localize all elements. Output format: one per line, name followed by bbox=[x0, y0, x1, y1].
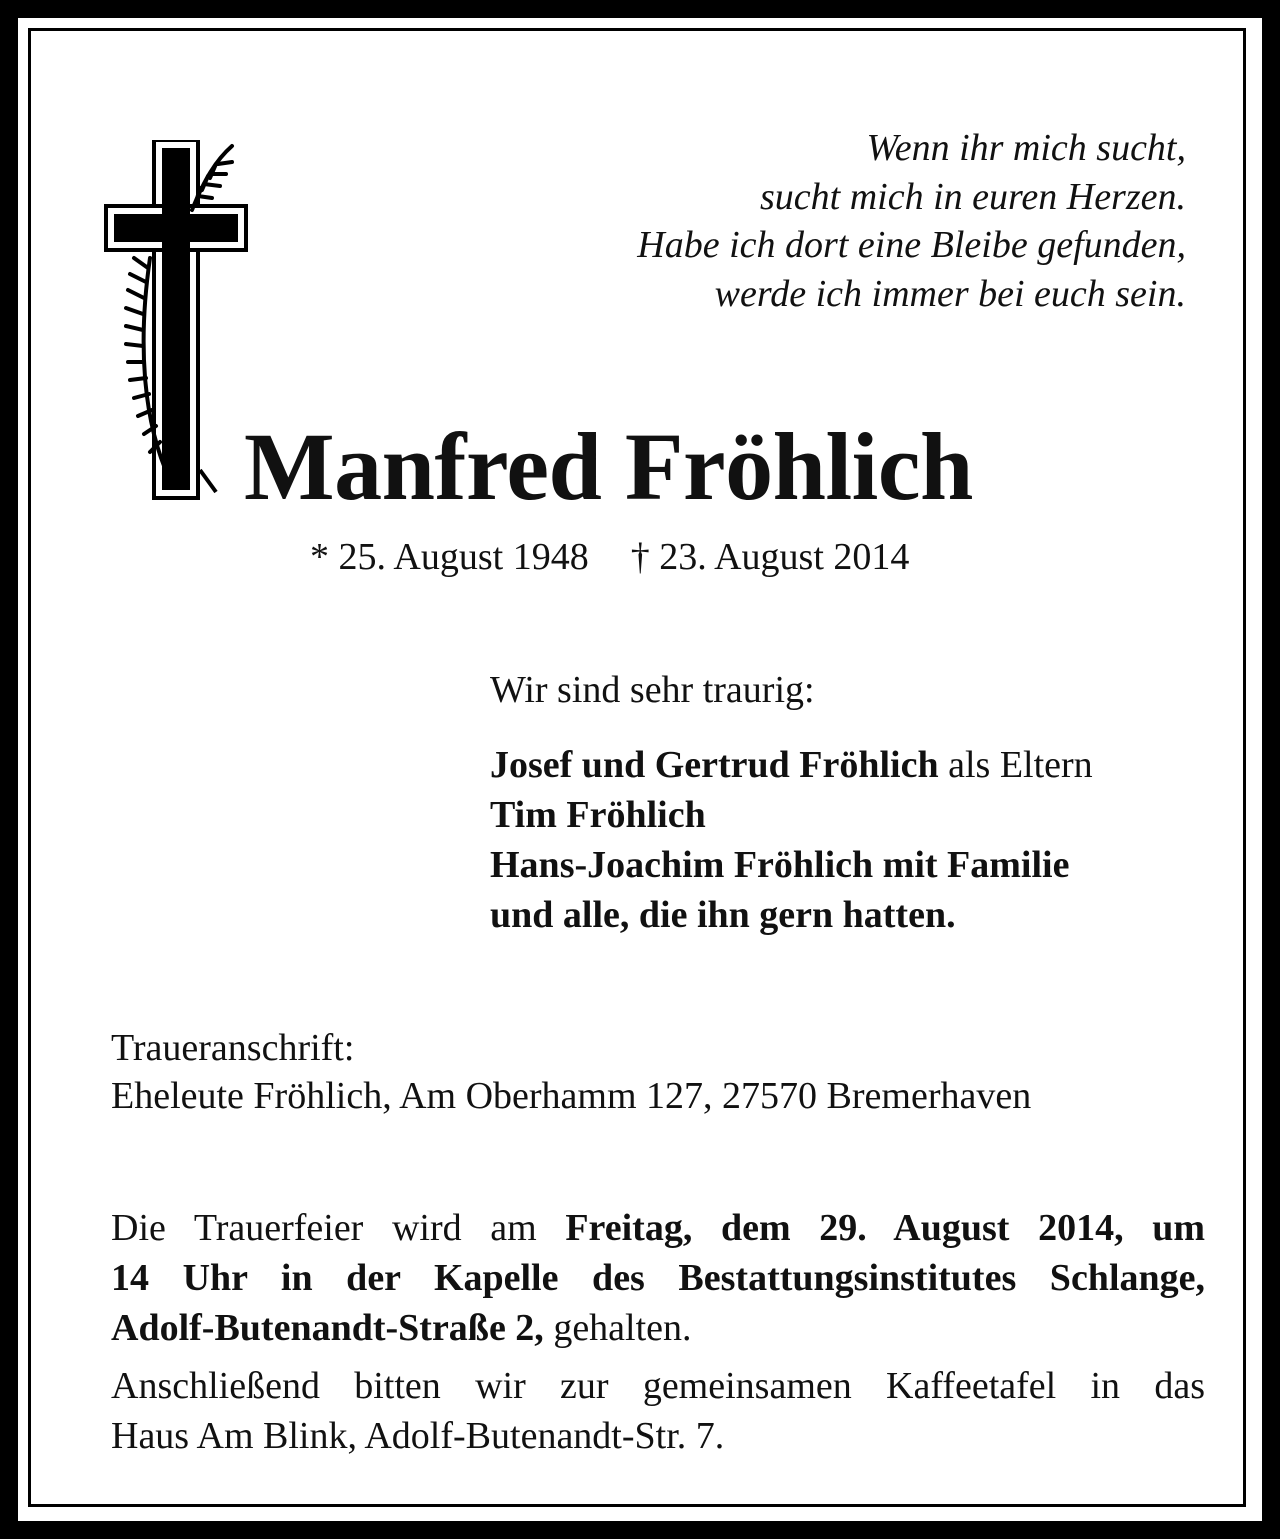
mourners-list bbox=[490, 740, 1093, 940]
birth-date: * 25. August 1948 bbox=[310, 536, 589, 578]
life-dates bbox=[310, 533, 909, 581]
poem-line: Habe ich dort eine Bleibe gefunden, bbox=[637, 224, 1186, 266]
ceremony-street: Adolf-Butenandt-Straße 2, bbox=[111, 1307, 544, 1349]
coffee-line: Haus Am Blink, Adolf-Butenandt-Str. 7. bbox=[111, 1415, 725, 1457]
coffee-invitation bbox=[111, 1361, 1205, 1461]
ceremony-line: 14 Uhr in der Kapelle des Bestattungsinstitutes Schlange, bbox=[111, 1257, 1205, 1299]
mourner-line: Hans-Joachim Fröhlich mit Familie bbox=[490, 844, 1070, 886]
mourner-line: Tim Fröhlich bbox=[490, 794, 706, 836]
death-date: † 23. August 2014 bbox=[630, 536, 910, 578]
ceremony-info bbox=[111, 1203, 1205, 1353]
ceremony-line bbox=[111, 1203, 1205, 1253]
ceremony-line bbox=[111, 1303, 1205, 1353]
mourner-relation: als Eltern bbox=[938, 744, 1093, 786]
poem bbox=[486, 124, 1186, 318]
cross-with-palm-icon bbox=[104, 140, 248, 500]
ceremony-date: Freitag, dem 29. August 2014, um bbox=[565, 1207, 1206, 1249]
mourner-parents: Josef und Gertrud Fröhlich bbox=[490, 744, 939, 786]
deceased-name: Manfred Fröhlich bbox=[244, 413, 973, 520]
ceremony-text: Die Trauerfeier wird am bbox=[111, 1207, 566, 1249]
address-label: Traueranschrift: bbox=[111, 1027, 355, 1069]
mourner-line bbox=[490, 740, 1093, 790]
coffee-line: Anschließend bitten wir zur gemeinsamen Kaffeetafel in das bbox=[111, 1365, 1205, 1407]
address-value: Eheleute Fröhlich, Am Oberhamm 127, 27570 Bremerhaven bbox=[111, 1075, 1032, 1117]
mourner-line: und alle, die ihn gern hatten. bbox=[490, 894, 956, 936]
mourning-intro: Wir sind sehr traurig: bbox=[490, 669, 815, 711]
poem-line: sucht mich in euren Herzen. bbox=[760, 175, 1186, 218]
mourning-address bbox=[111, 1024, 1031, 1120]
ceremony-text: gehalten. bbox=[543, 1307, 692, 1349]
poem-line: Wenn ihr mich sucht, bbox=[866, 127, 1186, 169]
obituary-page bbox=[18, 18, 1262, 1521]
poem-line: werde ich immer bei euch sein. bbox=[714, 272, 1186, 315]
